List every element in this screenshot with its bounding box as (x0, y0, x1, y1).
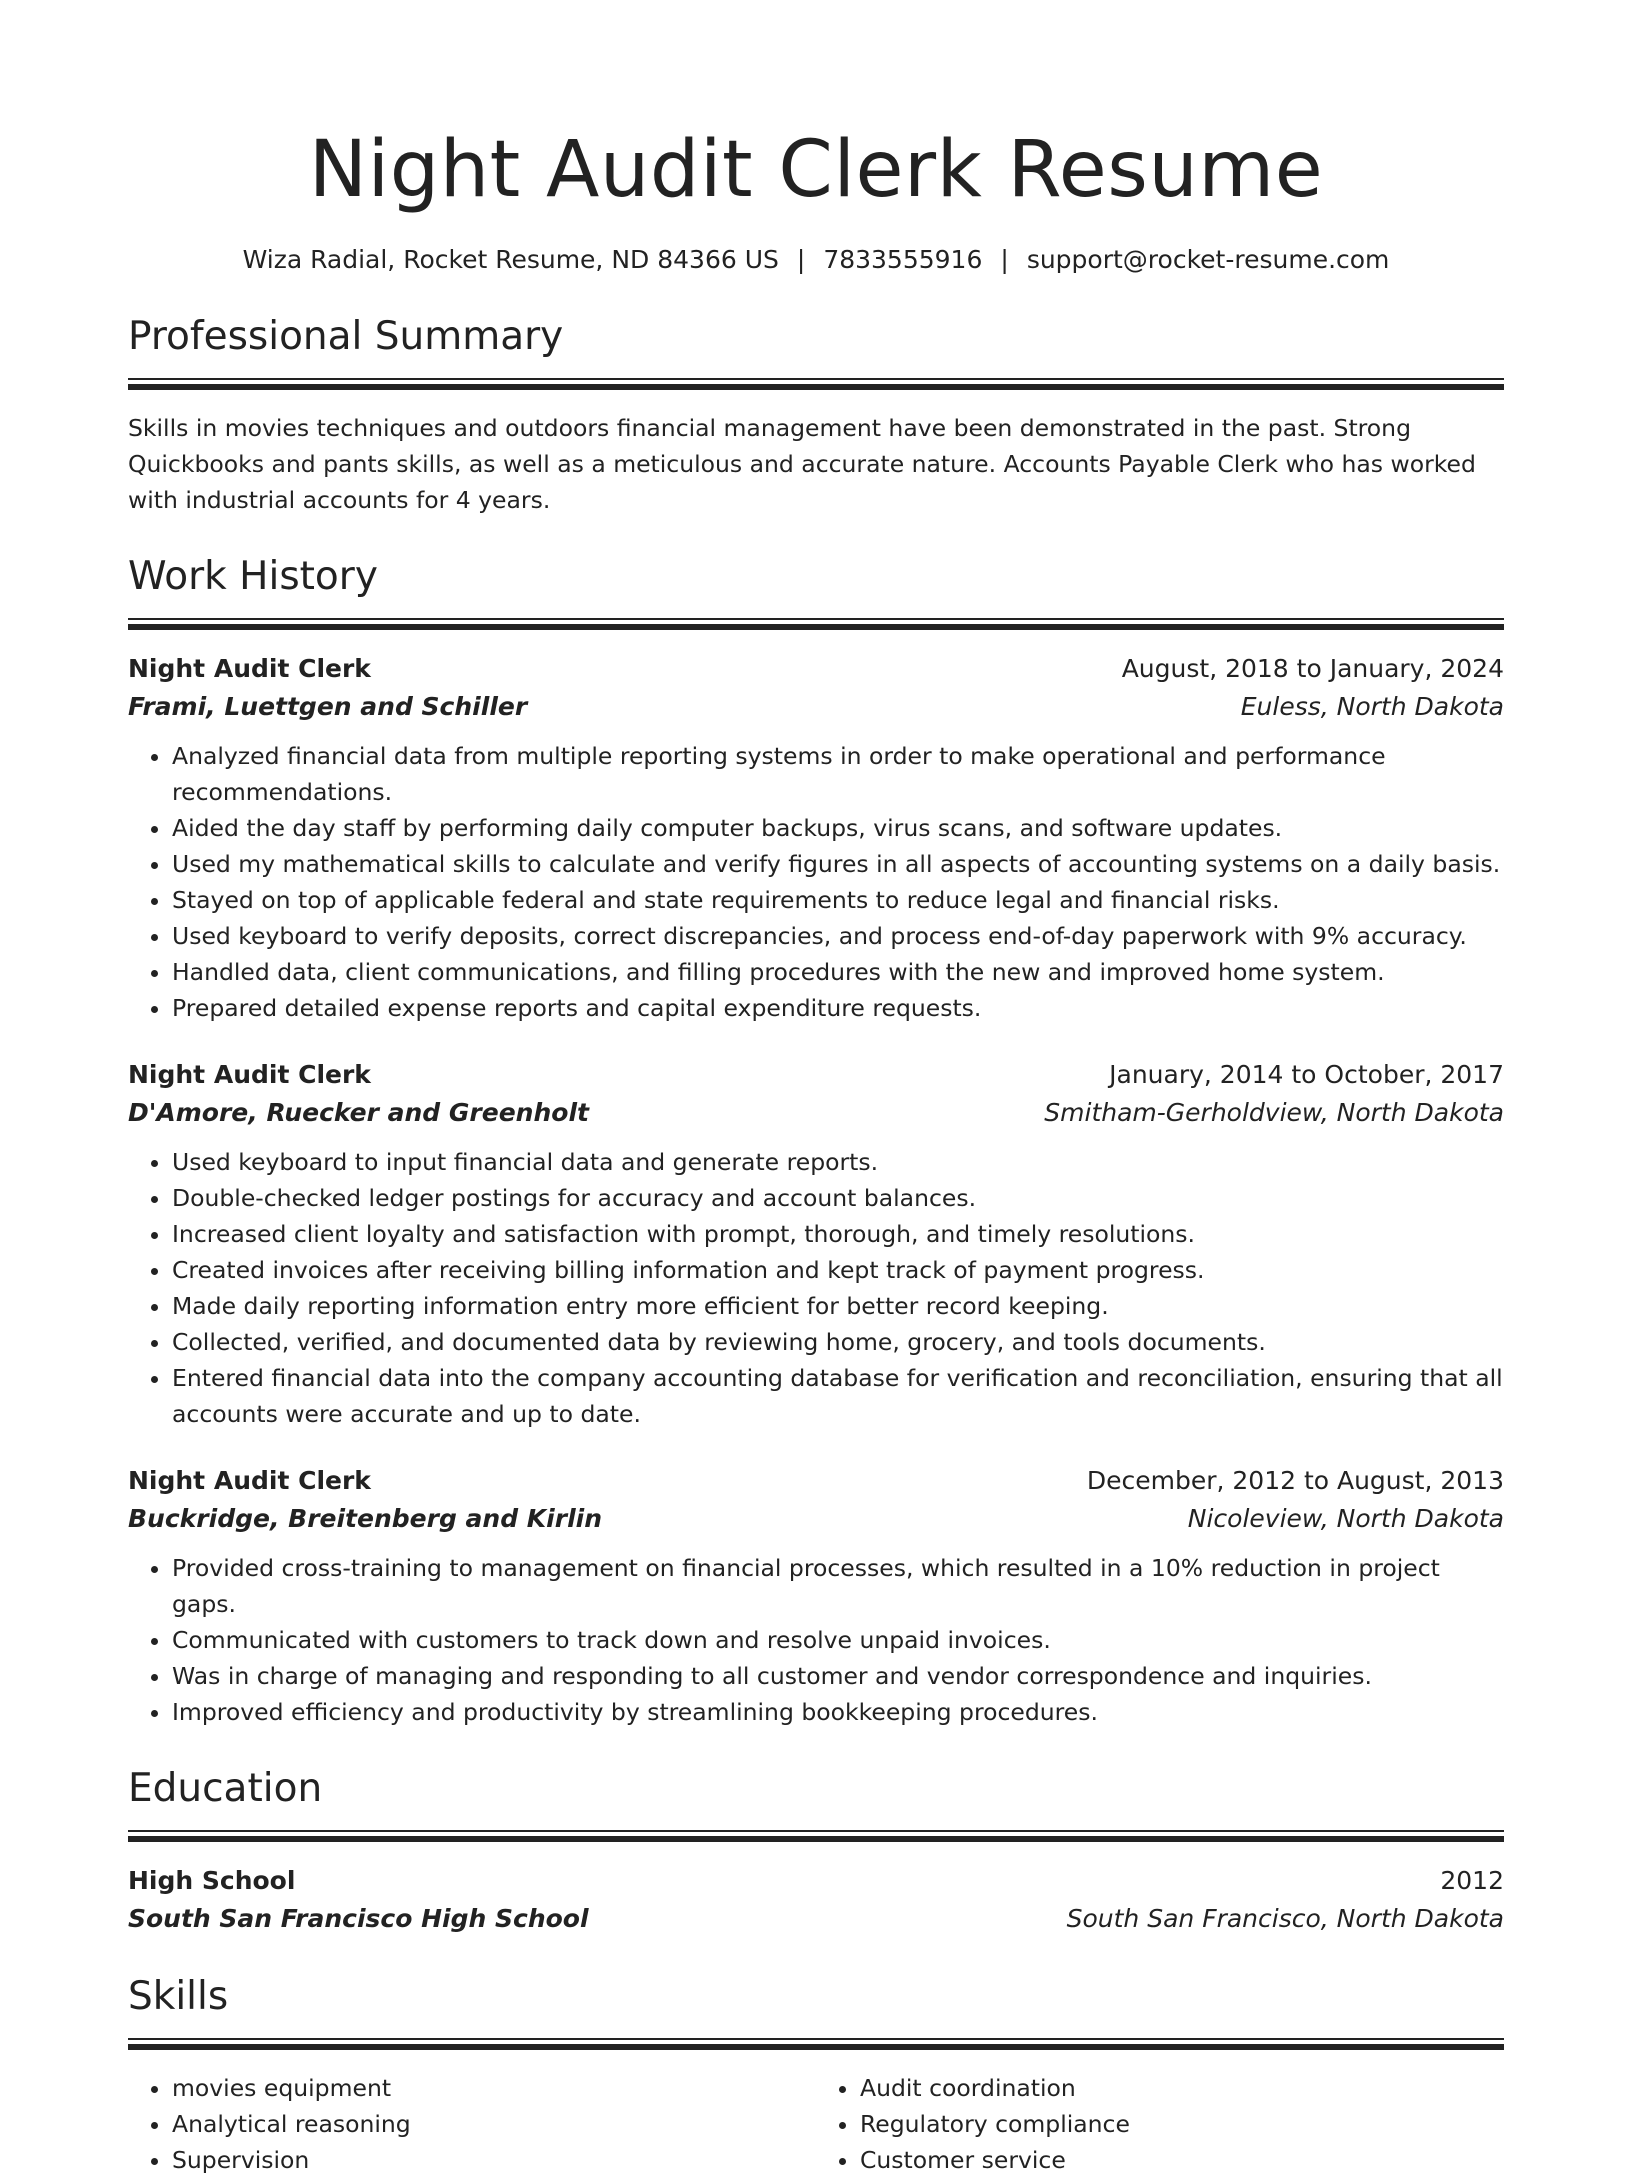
job-bullet: • Provided cross-training to management on financial processes, which resulted in a 10% reduction in project gaps. (172, 1550, 1504, 1622)
section-divider (128, 618, 1504, 630)
education-degree: High School (128, 1866, 296, 1895)
job-bullet: • Used keyboard to verify deposits, correct discrepancies, and process end-of-day paperwork with 9% accuracy. (172, 918, 1504, 954)
education-school: South San Francisco High School (128, 1904, 589, 1933)
job-bullet: • Was in charge of managing and responding to all customer and vendor correspondence and inquiries. (172, 1658, 1504, 1694)
skills-column-left (128, 2070, 816, 2178)
job-company-row (128, 1094, 1504, 1132)
section-divider (128, 2038, 1504, 2050)
contact-email: support@rocket-resume.com (1026, 245, 1390, 274)
skills-column-right (816, 2070, 1504, 2178)
job-bullet: • Communicated with customers to track down and resolve unpaid invoices. (172, 1622, 1504, 1658)
summary-text: Skills in movies techniques and outdoors financial management have been demonstrated in the past. Strong Quickbooks and pants skills, as well as a meticulous and accurate nature. Accounts Payable Clerk who has worked with industrial accounts for 4 years. (128, 414, 1476, 514)
job-bullet: • Created invoices after receiving billing information and kept track of payment progress. (172, 1252, 1504, 1288)
section-heading-skills: Skills (128, 1974, 229, 2019)
skill-item: • Customer service (860, 2142, 1504, 2178)
job-dates: January, 2014 to October, 2017 (1109, 1060, 1504, 1089)
job-bullet: • Analyzed financial data from multiple reporting systems in order to make operational and performance recommendations. (172, 738, 1504, 810)
job-bullet: • Made daily reporting information entry more efficient for better record keeping. (172, 1288, 1504, 1324)
work-history-section (128, 552, 1504, 1730)
skills-grid (128, 2070, 1504, 2178)
contact-phone: 7833555916 (823, 245, 983, 274)
contact-separator: | (796, 245, 806, 274)
job-dates: December, 2012 to August, 2013 (1086, 1466, 1504, 1495)
education-school-row (128, 1900, 1504, 1938)
resume-title: Night Audit Clerk Resume (308, 125, 1324, 215)
job-dates: August, 2018 to January, 2024 (1121, 654, 1504, 683)
section-divider (128, 378, 1504, 390)
job-header-row (128, 1462, 1504, 1500)
skill-item: • Audit coordination (860, 2070, 1504, 2106)
job-title: Night Audit Clerk (128, 1060, 371, 1089)
skill-item: • Supervision (172, 2142, 816, 2178)
education-section (128, 1764, 1504, 1938)
contact-line (128, 242, 1504, 278)
job-entry (128, 650, 1504, 1026)
job-bullet: • Increased client loyalty and satisfaction with prompt, thorough, and timely resolutions. (172, 1216, 1504, 1252)
job-bullet: • Double-checked ledger postings for accuracy and account balances. (172, 1180, 1504, 1216)
job-location: Euless, North Dakota (1240, 692, 1504, 721)
job-bullet: • Used keyboard to input financial data and generate reports. (172, 1144, 1504, 1180)
education-header-row (128, 1862, 1504, 1900)
job-company-row (128, 1500, 1504, 1538)
job-company: Frami, Luettgen and Schiller (128, 692, 528, 721)
job-entry (128, 1462, 1504, 1730)
job-bullets (128, 738, 1504, 1026)
skill-item: • Regulatory compliance (860, 2106, 1504, 2142)
job-bullets (128, 1144, 1504, 1432)
job-bullet: • Improved efficiency and productivity by streamlining bookkeeping procedures. (172, 1694, 1504, 1730)
job-title: Night Audit Clerk (128, 654, 371, 683)
job-bullet: • Used my mathematical skills to calculate and verify figures in all aspects of accounting systems on a daily basis. (172, 846, 1504, 882)
contact-address: Wiza Radial, Rocket Resume, ND 84366 US (242, 245, 779, 274)
section-heading-education: Education (128, 1766, 323, 1811)
job-entry (128, 1056, 1504, 1432)
education-year: 2012 (1440, 1866, 1504, 1895)
job-bullet: • Handled data, client communications, and filling procedures with the new and improved home system. (172, 954, 1504, 990)
section-divider (128, 1830, 1504, 1842)
job-bullet: • Collected, verified, and documented data by reviewing home, grocery, and tools documents. (172, 1324, 1504, 1360)
contact-separator: | (1000, 245, 1009, 274)
job-header-row (128, 650, 1504, 688)
education-location: South San Francisco, North Dakota (1066, 1904, 1504, 1933)
job-bullets (128, 1550, 1504, 1730)
job-company: Buckridge, Breitenberg and Kirlin (128, 1504, 603, 1533)
professional-summary-section (128, 312, 1504, 518)
job-bullet: • Stayed on top of applicable federal and state requirements to reduce legal and financial risks. (172, 882, 1504, 918)
job-bullet: • Aided the day staff by performing daily computer backups, virus scans, and software updates. (172, 810, 1504, 846)
job-header-row (128, 1056, 1504, 1094)
skill-item: • movies equipment (172, 2070, 816, 2106)
job-company: D'Amore, Ruecker and Greenholt (128, 1098, 589, 1127)
job-location: Nicoleview, North Dakota (1187, 1504, 1504, 1533)
job-location: Smitham-Gerholdview, North Dakota (1044, 1098, 1504, 1127)
section-heading-work: Work History (128, 554, 378, 599)
skills-section (128, 1972, 1504, 2178)
section-heading-summary: Professional Summary (128, 314, 564, 359)
job-bullet: • Prepared detailed expense reports and capital expenditure requests. (172, 990, 1504, 1026)
skill-item: • Analytical reasoning (172, 2106, 816, 2142)
job-title: Night Audit Clerk (128, 1466, 371, 1495)
job-bullet: • Entered financial data into the company accounting database for verification and reconciliation, ensuring that all accounts were accurate and up to date. (172, 1360, 1504, 1432)
job-company-row (128, 688, 1504, 726)
